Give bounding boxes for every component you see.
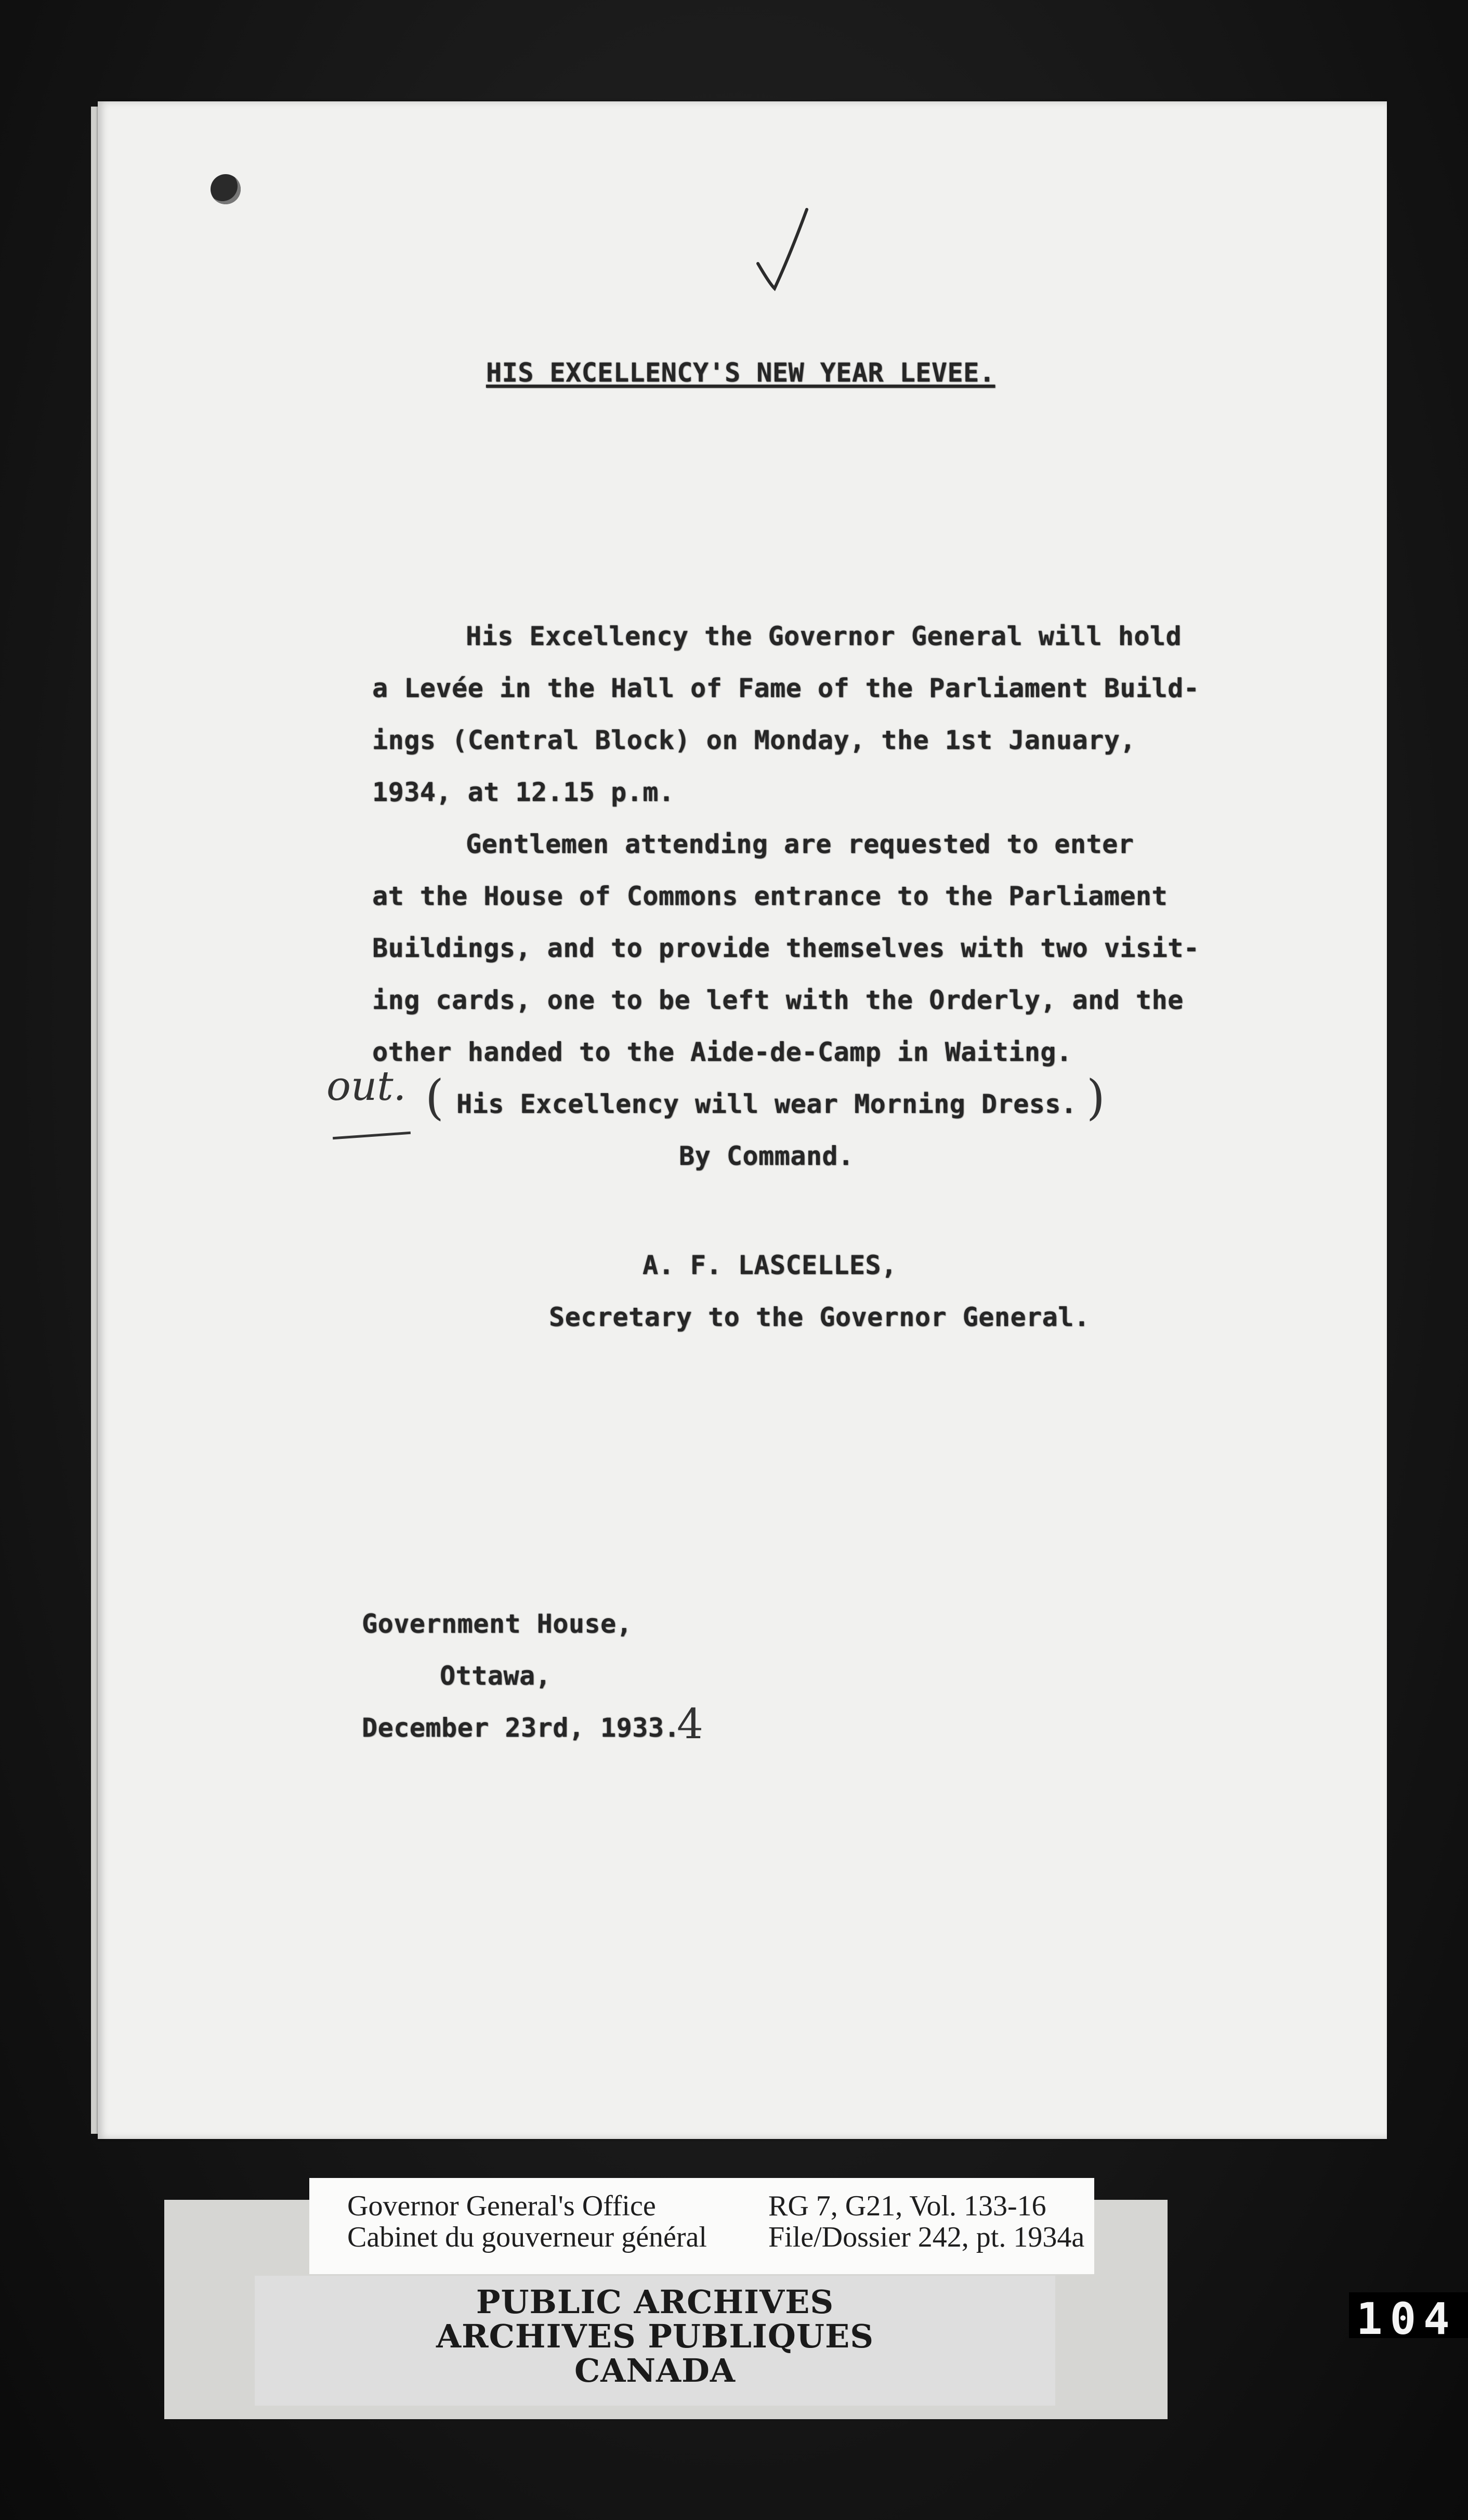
paragraph1-line-1: His Excellency the Governor General will hold (466, 621, 1182, 651)
open-parenthesis-handwritten: ( (425, 1070, 444, 1125)
date-correction-handwritten: 4 (677, 1700, 703, 1748)
document-title: HIS EXCELLENCY'S NEW YEAR LEVEE. (486, 358, 995, 388)
file-reference: File/Dossier 242, pt. 1934a (768, 2221, 1085, 2253)
archives-country: CANADA (574, 2352, 736, 2390)
paragraph2-line-2: at the House of Commons entrance to the Parliament (372, 881, 1168, 911)
office-english: Governor General's Office (347, 2190, 656, 2222)
paragraph2-line-3: Buildings, and to provide themselves with two visit- (372, 933, 1200, 963)
signatory-name: A. F. LASCELLES, (643, 1250, 897, 1280)
place-line-1: Government House, (362, 1609, 633, 1639)
punch-hole-icon (211, 174, 241, 204)
paragraph2-line-1: Gentlemen attending are requested to enter (466, 829, 1134, 859)
close-parenthesis-handwritten: ) (1086, 1070, 1105, 1125)
archives-english: PUBLIC ARCHIVES (476, 2283, 834, 2321)
signatory-title: Secretary to the Governor General. (549, 1302, 1090, 1332)
paragraph2-line-5: other handed to the Aide-de-Camp in Waiting. (372, 1037, 1072, 1067)
dress-line: His Excellency will wear Morning Dress. (456, 1089, 1077, 1119)
frame-number-text: 104 (1356, 2293, 1457, 2338)
microfilm-frame-number (1349, 2292, 1468, 2338)
checkmark-icon (754, 205, 811, 294)
archives-french: ARCHIVES PUBLIQUES (436, 2317, 874, 2355)
paragraph1-line-4: 1934, at 12.15 p.m. (372, 777, 675, 807)
paragraph1-line-3: ings (Central Block) on Monday, the 1st January, (372, 725, 1136, 755)
place-line-2: Ottawa, (440, 1661, 552, 1691)
date-line: December 23rd, 1933. (362, 1713, 680, 1743)
paragraph2-line-4: ing cards, one to be left with the Orderly, and the (372, 985, 1184, 1015)
document-page (98, 101, 1387, 2139)
record-group-reference: RG 7, G21, Vol. 133-16 (768, 2190, 1046, 2222)
by-command: By Command. (679, 1141, 854, 1171)
paragraph1-line-2: a Levée in the Hall of Fame of the Parliament Build- (372, 673, 1200, 703)
office-french: Cabinet du gouverneur général (347, 2221, 707, 2253)
margin-note-handwritten: out. (326, 1063, 407, 1110)
